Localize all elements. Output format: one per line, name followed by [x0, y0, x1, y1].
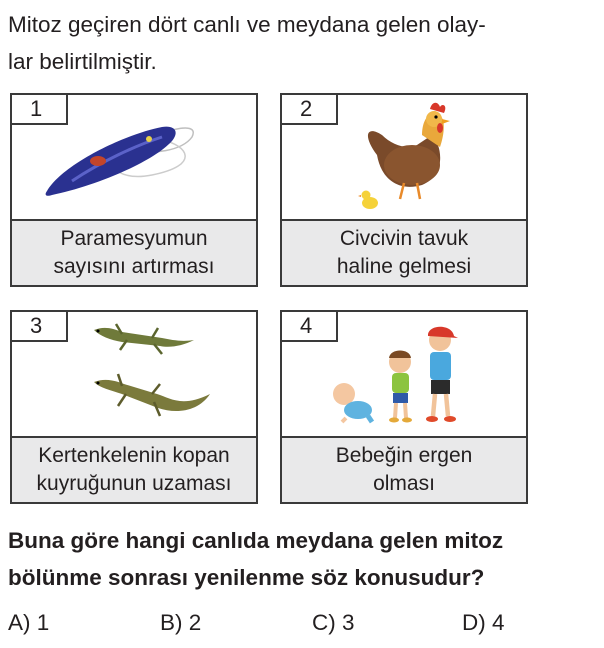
caption-line-2: sayısını artırması	[53, 255, 215, 278]
caption-line-1: Bebeğin ergen	[335, 444, 473, 467]
caption-line-2: kuyruğunun uzaması	[36, 472, 232, 495]
caption-line-2: haline gelmesi	[336, 255, 472, 278]
card-4	[280, 310, 528, 504]
option-d[interactable]	[462, 608, 505, 638]
card-caption	[282, 436, 526, 502]
option-label: A)	[8, 610, 31, 635]
option-label: D)	[462, 610, 486, 635]
card-number: 1	[10, 93, 68, 125]
question-line-2: bölünme sonrası yenilenme söz konusudur?	[8, 565, 485, 590]
card-number: 2	[280, 93, 338, 125]
option-b[interactable]	[160, 608, 201, 638]
option-c[interactable]	[312, 608, 355, 638]
card-number: 4	[280, 310, 338, 342]
option-label: C)	[312, 610, 336, 635]
caption-line-2: olması	[373, 472, 435, 495]
card-1	[10, 93, 258, 287]
caption-line-1: Paramesyumun	[60, 227, 208, 250]
card-caption	[12, 219, 256, 285]
question-text	[8, 522, 602, 596]
option-a[interactable]	[8, 608, 49, 638]
intro-line-1: Mitoz geçiren dört canlı ve meydana gelen olay-	[8, 12, 486, 37]
option-value: 4	[492, 610, 505, 635]
option-label: B)	[160, 610, 183, 635]
option-value: 3	[342, 610, 355, 635]
card-3	[10, 310, 258, 504]
card-2	[280, 93, 528, 287]
option-value: 2	[188, 610, 202, 635]
intro-text	[8, 6, 598, 80]
card-number: 3	[10, 310, 68, 342]
card-caption	[282, 219, 526, 285]
intro-line-2: lar belirtilmiştir.	[8, 49, 157, 74]
question-line-1: Buna göre hangi canlıda meydana gelen mitoz	[8, 528, 504, 553]
card-caption	[12, 436, 256, 502]
caption-line-1: Civcivin tavuk	[339, 227, 469, 250]
caption-line-1: Kertenkelenin kopan	[38, 444, 230, 467]
option-value: 1	[36, 610, 50, 635]
